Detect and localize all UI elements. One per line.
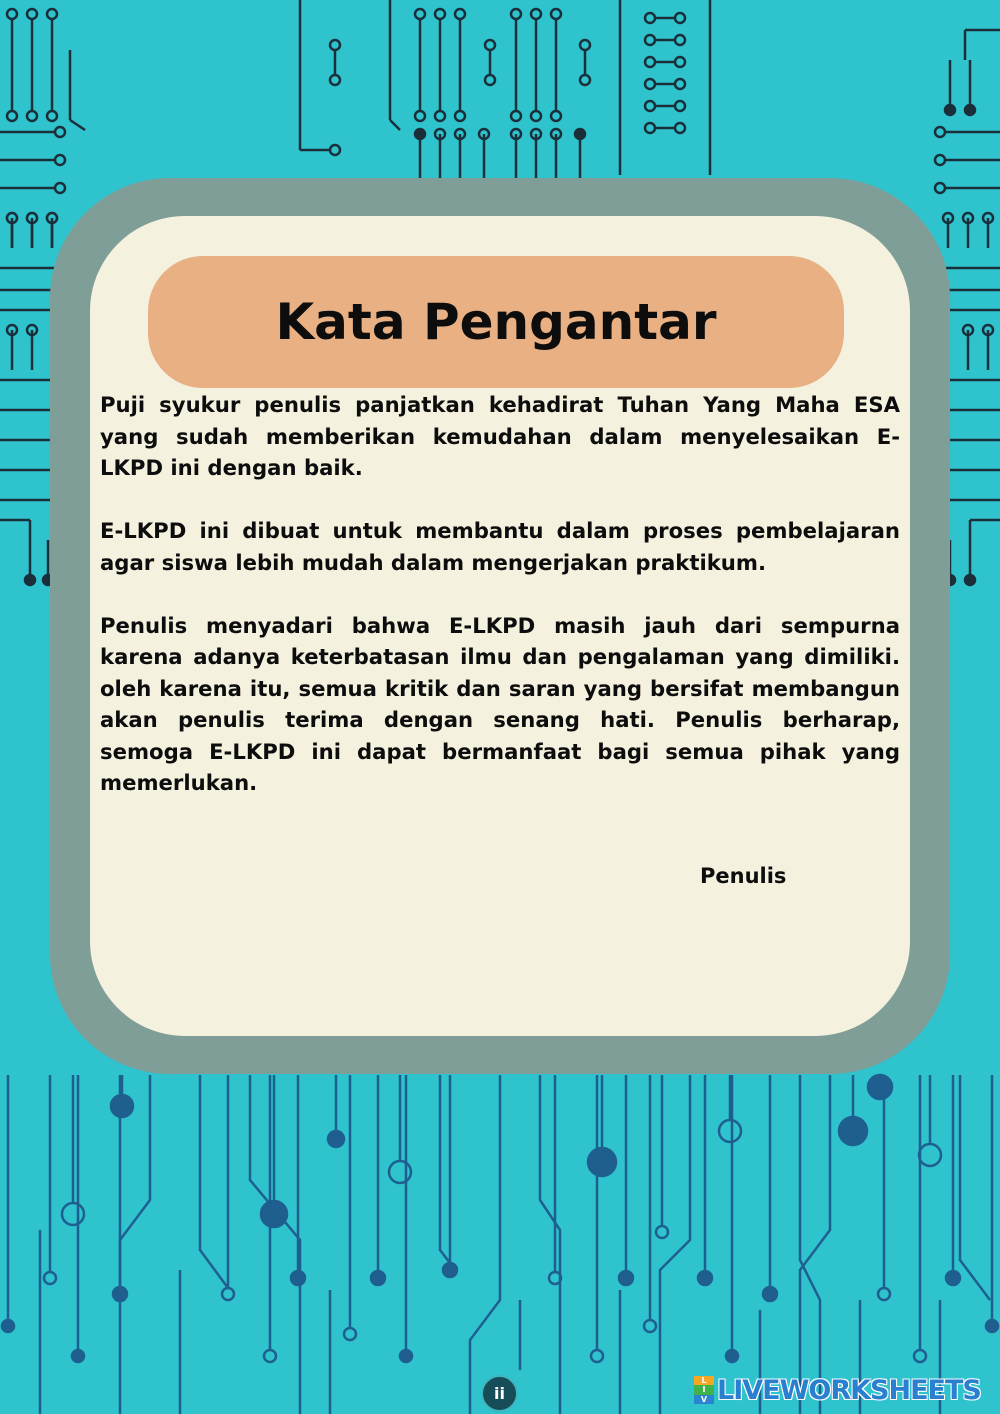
circuit-node: [371, 1271, 385, 1285]
page-number-button[interactable]: ii: [481, 1375, 518, 1412]
circuit-node: [344, 1328, 356, 1340]
circuit-node: [914, 1350, 926, 1362]
circuit-node: [945, 105, 955, 115]
circuit-node: [675, 57, 685, 67]
circuit-node: [645, 123, 655, 133]
circuit-node: [455, 111, 465, 121]
circuit-node: [47, 9, 57, 19]
circuit-node: [435, 111, 445, 121]
circuit-node: [291, 1271, 305, 1285]
circuit-node: [946, 1271, 960, 1285]
circuit-node: [588, 1148, 616, 1176]
circuit-node: [645, 101, 655, 111]
circuit-node: [27, 111, 37, 121]
circuit-node: [580, 75, 590, 85]
circuit-node: [261, 1201, 287, 1227]
circuit-node: [7, 9, 17, 19]
circuit-node: [222, 1288, 234, 1300]
circuit-node: [485, 40, 495, 50]
page-title: Kata Pengantar: [275, 293, 717, 351]
circuit-node: [435, 9, 445, 19]
circuit-node: [591, 1350, 603, 1362]
circuit-node: [55, 127, 65, 137]
circuit-node: [400, 1350, 412, 1362]
circuit-node: [656, 1226, 668, 1238]
circuit-node: [763, 1287, 777, 1301]
circuit-node: [935, 155, 945, 165]
circuit-trace: [470, 1075, 500, 1414]
circuit-trace: [70, 120, 85, 130]
circuit-node: [55, 155, 65, 165]
circuit-node: [7, 111, 17, 121]
circuit-node: [47, 111, 57, 121]
circuit-node: [675, 101, 685, 111]
circuit-node: [644, 1320, 656, 1332]
circuit-node: [455, 9, 465, 19]
signature: Penulis: [700, 864, 787, 888]
circuit-node: [531, 111, 541, 121]
circuit-node: [62, 1203, 84, 1225]
circuit-node: [551, 111, 561, 121]
circuit-node: [919, 1144, 941, 1166]
circuit-trace: [120, 1075, 150, 1414]
circuit-trace: [200, 1075, 228, 1288]
circuit-node: [839, 1117, 867, 1145]
circuit-trace: [390, 120, 400, 130]
circuit-node: [580, 40, 590, 50]
circuit-node: [330, 75, 340, 85]
circuit-node: [264, 1350, 276, 1362]
circuit-node: [645, 57, 655, 67]
circuit-trace: [540, 1075, 560, 1414]
circuit-node: [72, 1350, 84, 1362]
circuit-node: [675, 35, 685, 45]
brand-name: LIVEWORKSHEETS: [717, 1374, 981, 1406]
circuit-trace: [800, 1075, 830, 1414]
circuit-node: [415, 111, 425, 121]
circuit-node: [986, 1320, 998, 1332]
circuit-node: [645, 35, 655, 45]
circuit-trace: [440, 1075, 450, 1263]
circuit-node: [935, 127, 945, 137]
circuit-node: [531, 9, 541, 19]
paragraph-1: Puji syukur penulis panjatkan kehadirat Tuhan Yang Maha ESA yang sudah memberikan kemudahan dalam menyelesaikan E-LKPD ini dengan baik.: [100, 392, 900, 480]
circuit-node: [868, 1075, 892, 1099]
circuit-node: [698, 1271, 712, 1285]
circuit-node: [44, 1272, 56, 1284]
circuit-node: [645, 13, 655, 23]
paragraph-3: Penulis menyadari bahwa E-LKPD masih jauh dari sempurna karena adanya keterbatasan ilmu dan pengalaman yang dimiliki. oleh karena itu, semua kritik dan saran yang bersifat membangun akan penulis terima dengan senang hati. Penulis berharap, semoga E-LKPD ini dapat bermanfaat bagi semua pihak yang memerlukan.: [100, 612, 900, 795]
circuit-node: [330, 40, 340, 50]
circuit-node: [389, 1161, 411, 1183]
circuit-node: [619, 1271, 633, 1285]
circuit-node: [675, 123, 685, 133]
circuit-node: [511, 111, 521, 121]
body-text: [100, 389, 900, 830]
liveworksheets-icon: L I V: [694, 1376, 714, 1404]
circuit-node: [719, 1120, 741, 1142]
circuit-node: [965, 575, 975, 585]
circuit-node: [111, 1095, 133, 1117]
circuit-node: [878, 1288, 890, 1300]
circuit-node: [55, 183, 65, 193]
circuit-node: [443, 1263, 457, 1277]
paragraph-2: E-LKPD ini dibuat untuk membantu dalam proses pembelajaran agar siswa lebih mudah dalam mengerjakan praktikum.: [100, 518, 900, 575]
circuit-node: [675, 13, 685, 23]
circuit-node: [511, 9, 521, 19]
circuit-node: [726, 1350, 738, 1362]
title-banner: [148, 256, 844, 388]
circuit-node: [935, 183, 945, 193]
circuit-node: [2, 1320, 14, 1332]
circuit-node: [645, 79, 655, 89]
circuit-trace: [660, 1075, 690, 1414]
circuit-trace: [800, 1075, 820, 1414]
circuit-node: [415, 9, 425, 19]
circuit-node: [328, 1131, 344, 1147]
liveworksheets-logo[interactable]: [694, 1374, 981, 1406]
circuit-node: [675, 79, 685, 89]
circuit-node: [551, 9, 561, 19]
circuit-node: [965, 105, 975, 115]
circuit-node: [485, 75, 495, 85]
circuit-node: [330, 145, 340, 155]
circuit-trace: [960, 1075, 990, 1300]
circuit-node: [25, 575, 35, 585]
circuit-node: [27, 9, 37, 19]
